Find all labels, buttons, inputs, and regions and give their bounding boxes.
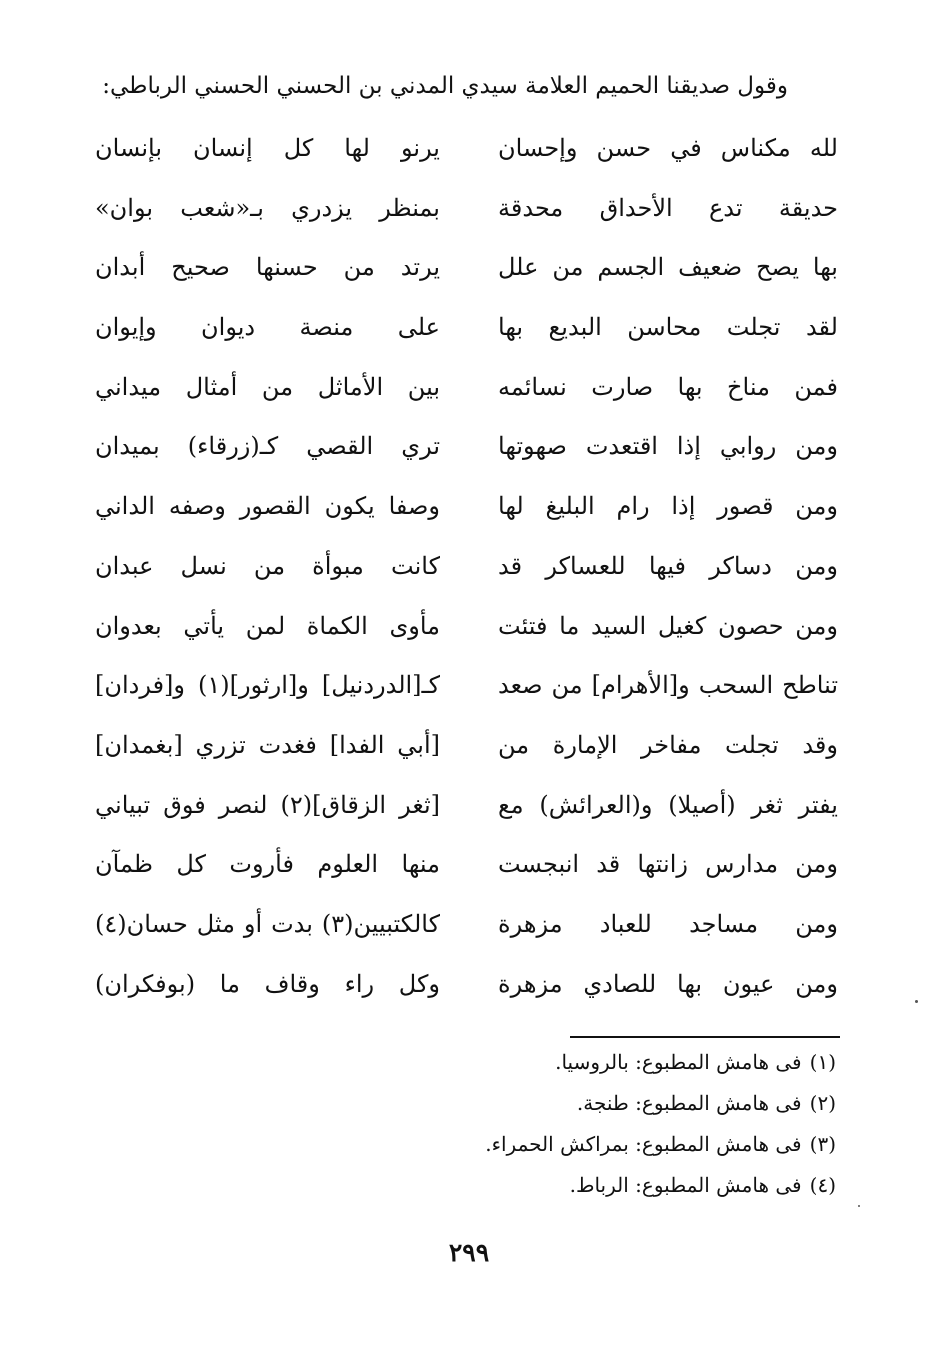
verse-hemistich: ومن قصور إذا رام البليغ لها (498, 492, 838, 521)
verse-hemistich: يرتد من حسنها صحيح أبدان (95, 253, 440, 282)
verse-hemistich: [أبي الفدا] فغدت تزري [بغمدان] (95, 730, 440, 759)
page-number: ٢٩٩ (448, 1238, 490, 1267)
footnote-number: (١) (809, 1050, 836, 1074)
verse-hemistich: لقد تجلت محاسن البديع بها (498, 313, 838, 342)
verse-hemistich: يرنو لها كل إنسان بإنسان (95, 134, 440, 162)
poem-intro: وقول صديقنا الحميم العلامة سيدي المدني بن الحسني الحسني الرباطي: (102, 73, 788, 99)
verse-hemistich: على منصة ديوان وإيوان (95, 313, 440, 342)
verse-hemistich: ومن دساكر فيها للعساكر قد (498, 551, 838, 580)
footnote-text: فى هامش المطبوع: طنجة. (576, 1091, 802, 1115)
footnote (416, 1165, 836, 1206)
verse-hemistich: ومن مساجد للعباد مزهرة (498, 909, 838, 938)
poem-first-hemistichs (498, 126, 838, 1021)
verse-hemistich: وصفا يكون القصور وصفه الداني (95, 492, 440, 521)
footnote (416, 1042, 836, 1083)
verse-hemistich: ومن حصون كغيل السيد ما فتئت (498, 611, 838, 640)
footnote-number: (٤) (809, 1173, 836, 1197)
scan-speck (858, 1205, 860, 1207)
poem-second-hemistichs (95, 126, 440, 1021)
verse-hemistich: وقد تجلت مفاخر الإمارة من (498, 730, 838, 759)
verse-hemistich: تناطح السحب و[الأهرام] من صعد (498, 671, 838, 700)
footnote-divider (570, 1036, 840, 1038)
verse-hemistich: ومن مدارس زانتها قد انبجست (498, 850, 838, 879)
verse-hemistich: [ثغر الزقاق](٢) لنصر فوق تبياني (95, 790, 440, 819)
verse-hemistich: منها العلوم فأروت كل ظمآن (95, 850, 440, 879)
footnote (416, 1124, 836, 1165)
verse-hemistich: لله مكناس في حسن وإحسان (498, 134, 838, 162)
footnote-text: فى هامش المطبوع: بالروسيا. (555, 1050, 802, 1074)
verse-hemistich: ومن عيون بها للصادي مزهرة (498, 969, 838, 998)
verse-hemistich: مأوى الكماة لمن يأتي بعدوان (95, 611, 440, 640)
verse-hemistich: كالكتبيين(٣) بدت أو مثل حسان(٤) (95, 909, 440, 938)
footnote-text: فى هامش المطبوع: بمراكش الحمراء. (485, 1132, 802, 1156)
verse-hemistich: بها يصح ضعيف الجسم من علل (498, 253, 838, 282)
verse-hemistich: كـ[الدردنيل] و[ارثور](١) و[فردان] (95, 671, 440, 700)
verse-hemistich: فمن مناخ بها صارت نسائمه (498, 372, 838, 401)
footnote-text: فى هامش المطبوع: الرباط. (569, 1173, 802, 1197)
verse-hemistich: تري القصي كـ(زرقاء) بميدان (95, 432, 440, 461)
verse-hemistich: بين الأماثل من أمثال ميداني (95, 372, 440, 401)
verse-hemistich: ومن روابي إذا اقتعدت صهوتها (498, 432, 838, 461)
footnotes (416, 1042, 836, 1206)
verse-hemistich: حديقة تدع الأحداق محدقة (498, 193, 838, 222)
verse-hemistich: وكل راء وقاف ما (بوفكران) (95, 969, 440, 998)
footnote (416, 1083, 836, 1124)
footnote-number: (٣) (809, 1132, 836, 1156)
footnote-number: (٢) (809, 1091, 836, 1115)
scan-speck (915, 1000, 918, 1003)
verse-hemistich: كانت مبوأة من نسل عبدان (95, 551, 440, 580)
verse-hemistich: بمنظر يزدري بـ«شعب بوان» (95, 193, 440, 222)
verse-hemistich: يفتر ثغر (أصيلا) و(العرائش) مع (498, 790, 838, 819)
